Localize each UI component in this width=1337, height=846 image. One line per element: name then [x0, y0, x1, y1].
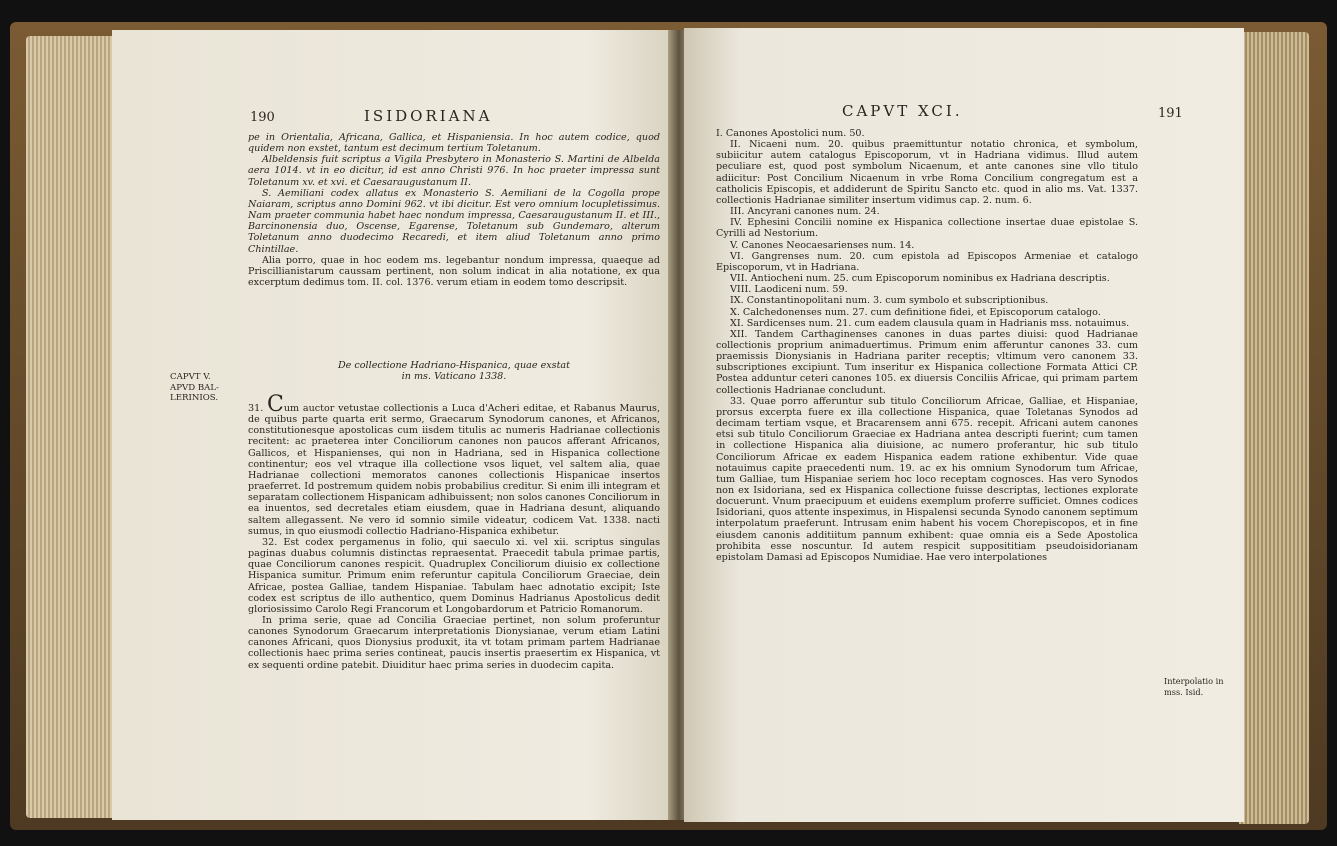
paragraph-number: 31.: [248, 403, 264, 414]
margin-note-line: APVD BAL-: [170, 382, 219, 393]
list-item: VIII. Laodiceni num. 59.: [730, 284, 848, 296]
paragraph: S. Aemiliani codex allatus ex Monasterio S. Aemiliani de la Cogolla prope Naiaram, scriptus anno Domini 962. vt ibi dicitur. Est vero omnium locupletissimus. Nam praeter communia habet haec nondum impressa, Caesaraugustanum II. et III., Barcinonensia duo, Oscense, Egarense, Toletanum sub Gundemaro, alterum Toletanum anno duodecimo Recaredi, et item aliud Toletanum anno primo Chintillae.: [248, 187, 660, 255]
paragraph-text: um auctor vetustae collectionis a Luca d'Acheri editae, et Rabanus Maurus, de quibus parte quarta erit sermo, Graecarum Synodorum canones, et Africanos, constitutionesque apostolicas cum iisdem titulis ac numeris Hadrianae collectionis recitent: ac praeterea inter Conciliorum canones non paucos afferant Africanos, Gallicos, et Hispanienses, qui non in Hadriana, sed in Hispanica collectione continentur; eos vel vtraque illa collectione vsos liquet, vel saltem alia, quae Hadrianae collectioni memoratos canones collectionis Hispanicae insertos praeferret. Id postremum quidem nobis probabilius creditur. Si enim illi integram et separatam collectionem Hispanicam adhibuissent; non solos canones Conciliorum in ea inuentos, sed decretales etiam eiusdem, quae in Hadriana desunt, aliquando saltem allegassent. Ne vero id somnio simile videatur, codicem Vat. 1338. nacti sumus, in quo eiusmodi collectio Hadriano-Hispanica exhibetur.: [248, 403, 660, 537]
drop-cap: C: [267, 392, 284, 417]
list-item: V. Canones Neocaesarienses num. 14.: [730, 239, 915, 251]
list-item: XI. Sardicenses num. 21. cum eadem clausula quam in Hadrianis mss. notauimus.: [730, 317, 1130, 329]
subtitle-line: in ms. Vaticano 1338.: [401, 371, 507, 383]
left-body-lower: [248, 392, 660, 671]
margin-note-line: mss. Isid.: [1164, 686, 1204, 697]
list-item: VII. Antiocheni num. 25. cum Episcoporum nominibus ex Hadriana descriptis.: [730, 273, 1110, 285]
right-body: [716, 128, 1138, 563]
list-item: III. Ancyrani canones num. 24.: [730, 206, 880, 218]
page-edges-left: [26, 36, 118, 818]
right-margin-note: [1164, 676, 1224, 697]
left-page-number: 190: [250, 110, 275, 125]
list-item: I. Canones Apostolici num. 50.: [716, 128, 865, 139]
right-running-head: CAPVT XCI.: [842, 102, 963, 120]
margin-note-line: LERINIOS.: [170, 393, 219, 403]
paragraph: pe in Orientalia, Africana, Gallica, et Hispaniensia. In hoc autem codice, quod quidem non exstet, tantum est decimum tertium Toletanum.: [248, 132, 660, 155]
section-subtitle: [248, 360, 660, 382]
page-edges-right: [1239, 32, 1309, 824]
left-running-head: ISIDORIANA: [364, 107, 493, 125]
left-body-upper: [248, 132, 660, 288]
subtitle-line: De collectione Hadriano-Hispanica, quae exstat: [337, 360, 571, 371]
right-page-number: 191: [1158, 106, 1183, 121]
list-item: VI. Gangrenses num. 20. cum epistola ad Episcopos Armeniae et catalogo Episcoporum, vt in Hadriana.: [716, 250, 1138, 273]
right-page: [684, 28, 1244, 822]
paragraph: 32. Est codex pergamenus in folio, qui saeculo xi. vel xii. scriptus singulas paginas duabus columnis distinctas repraesentat. Praecedit tabula primae partis, quae Conciliorum canones respicit. Quadruplex Conciliorum diuisio ex collectione Hispanica sumitur. Primum enim referuntur capitula Conciliorum Graeciae, dein Africae, postea Galliae, tandem Hispaniae. Tabulam haec adnotatio excipit; Iste codex est scriptus de illo authentico, quem Dominus Hadrianus Apostolicus dedit gloriosissimo Carolo Regi Francorum et Longobardorum et Patricio Romanorum.: [248, 536, 660, 615]
paragraph: 33. Quae porro afferuntur sub titulo Conciliorum Africae, Galliae, et Hispaniae, prorsus excerpta fuere ex illa collectione Hispanica, quae Toletanas Synodos ad decimam tertiam vsque, et Bracarensem anni 675. recepit. Africani autem canones etsi sub titulo Conciliorum Graeciae ex Hadriana antea descripti fuerint; cum tamen in collectione Hispanica alia diuisione, ac numero proferantur, hic sub titulo Conciliorum Africae ex eadem Hispanica eadem ratione exhibentur. Vide quae notauimus capite praecedenti num. 19. ac ex his omnium Synodorum tum Africae, tum Galliae, tum Hispaniae seriem hoc loco receptam cognosces. Has vero Synodos non ex Isidoriana, sed ex Hispanica collectione fuisse descriptas, lectiones explorate docuerunt. Vnum praecipuum et euidens exemplum proferre sufficiet. Omnes codices Isidoriani, quos attente inspeximus, in Hispalensi secunda Synodo canonem septimum interpolatum praeferunt. Intrusam enim habent his vocem Chorepiscopos, et in fine eiusdem canonis additiitum pannum exhibent: quae omnia eis a Sede Apostolica prohibita esse noscuntur. Id autem respicit supposititiam pseudoisidorianam epistolam Damasi ad Episcopos Numidiae. Hae vero interpolationes: [716, 395, 1138, 563]
paragraph: In prima serie, quae ad Concilia Graeciae pertinet, non solum proferuntur canones Synodorum Graecarum interpretationis Dionysianae, verum etiam Latini canones Africani, quos Dionysius produxit, ita vt totam primam partem Hadrianae collectionis haec prima series contineat, paucis insertis praesertim ex Hispanica, vt ex sequenti ordine patebit. Diuiditur haec prima series in duodecim capita.: [248, 614, 660, 671]
list-item: IX. Constantinopolitani num. 3. cum symbolo et subscriptionibus.: [730, 295, 1049, 307]
list-item: X. Calchedonenses num. 27. cum definitione fidei, et Episcoporum catalogo.: [730, 306, 1101, 318]
paragraph: [248, 392, 660, 537]
paragraph: Alia porro, quae in hoc eodem ms. legebantur nondum impressa, quaeque ad Priscillianistarum caussam pertinent, non solum indicat in alia notatione, ex qua excerptum dedimus tom. II. col. 1376. verum etiam in eodem tomo descripsit.: [248, 254, 660, 289]
left-page: [112, 30, 672, 820]
left-margin-note: [170, 372, 219, 404]
list-item: XII. Tandem Carthaginenses canones in duas partes diuisi: quod Hadrianae collectionis proprium animaduertimus. Primum enim afferuntur canones 33. cum praemissis Dionysianis in Hadriana pariter receptis; vltimum vero canonem 33. subscriptiones excipiunt. Tum inseritur ex Hispanica collectione Formata Attici CP. Postea adduntur ceteri canones 105. ex diuersis Conciliis Africae, qui primam partem collectionis Hadrianae concludunt.: [716, 328, 1138, 396]
list-item: IV. Ephesini Concilii nomine ex Hispanica collectione insertae duae epistolae S. Cyrilli ad Nestorium.: [716, 217, 1138, 240]
margin-note-line: CAPVT V.: [170, 372, 211, 382]
paragraph: Albeldensis fuit scriptus a Vigila Presbytero in Monasterio S. Martini de Albelda aera 1014. vt in eo dicitur, id est anno Christi 976. In hoc praeter impressa sunt Toletanum xv. et xvi. et Caesaraugustanum II.: [248, 154, 660, 188]
list-item: II. Nicaeni num. 20. quibus praemittuntur notatio chronica, et symbolum, subiicitur autem catalogus Episcoporum, vt in Hadriana vidimus. Illud autem peculiare est, quod post symbolum Nicaenum, et ante canones sine vllo titulo adiicitur: Post Concilium Nicaenum in vrbe Roma Concilium congregatum est a catholicis Episcopis, et addiderunt de Spiritu Sancto etc. quod in alio ms. Vat. 1337. collectionis Hadrianae similiter insertum vidimus cap. 2. num. 6.: [716, 139, 1138, 206]
margin-note-line: Interpolatio in: [1164, 676, 1224, 686]
